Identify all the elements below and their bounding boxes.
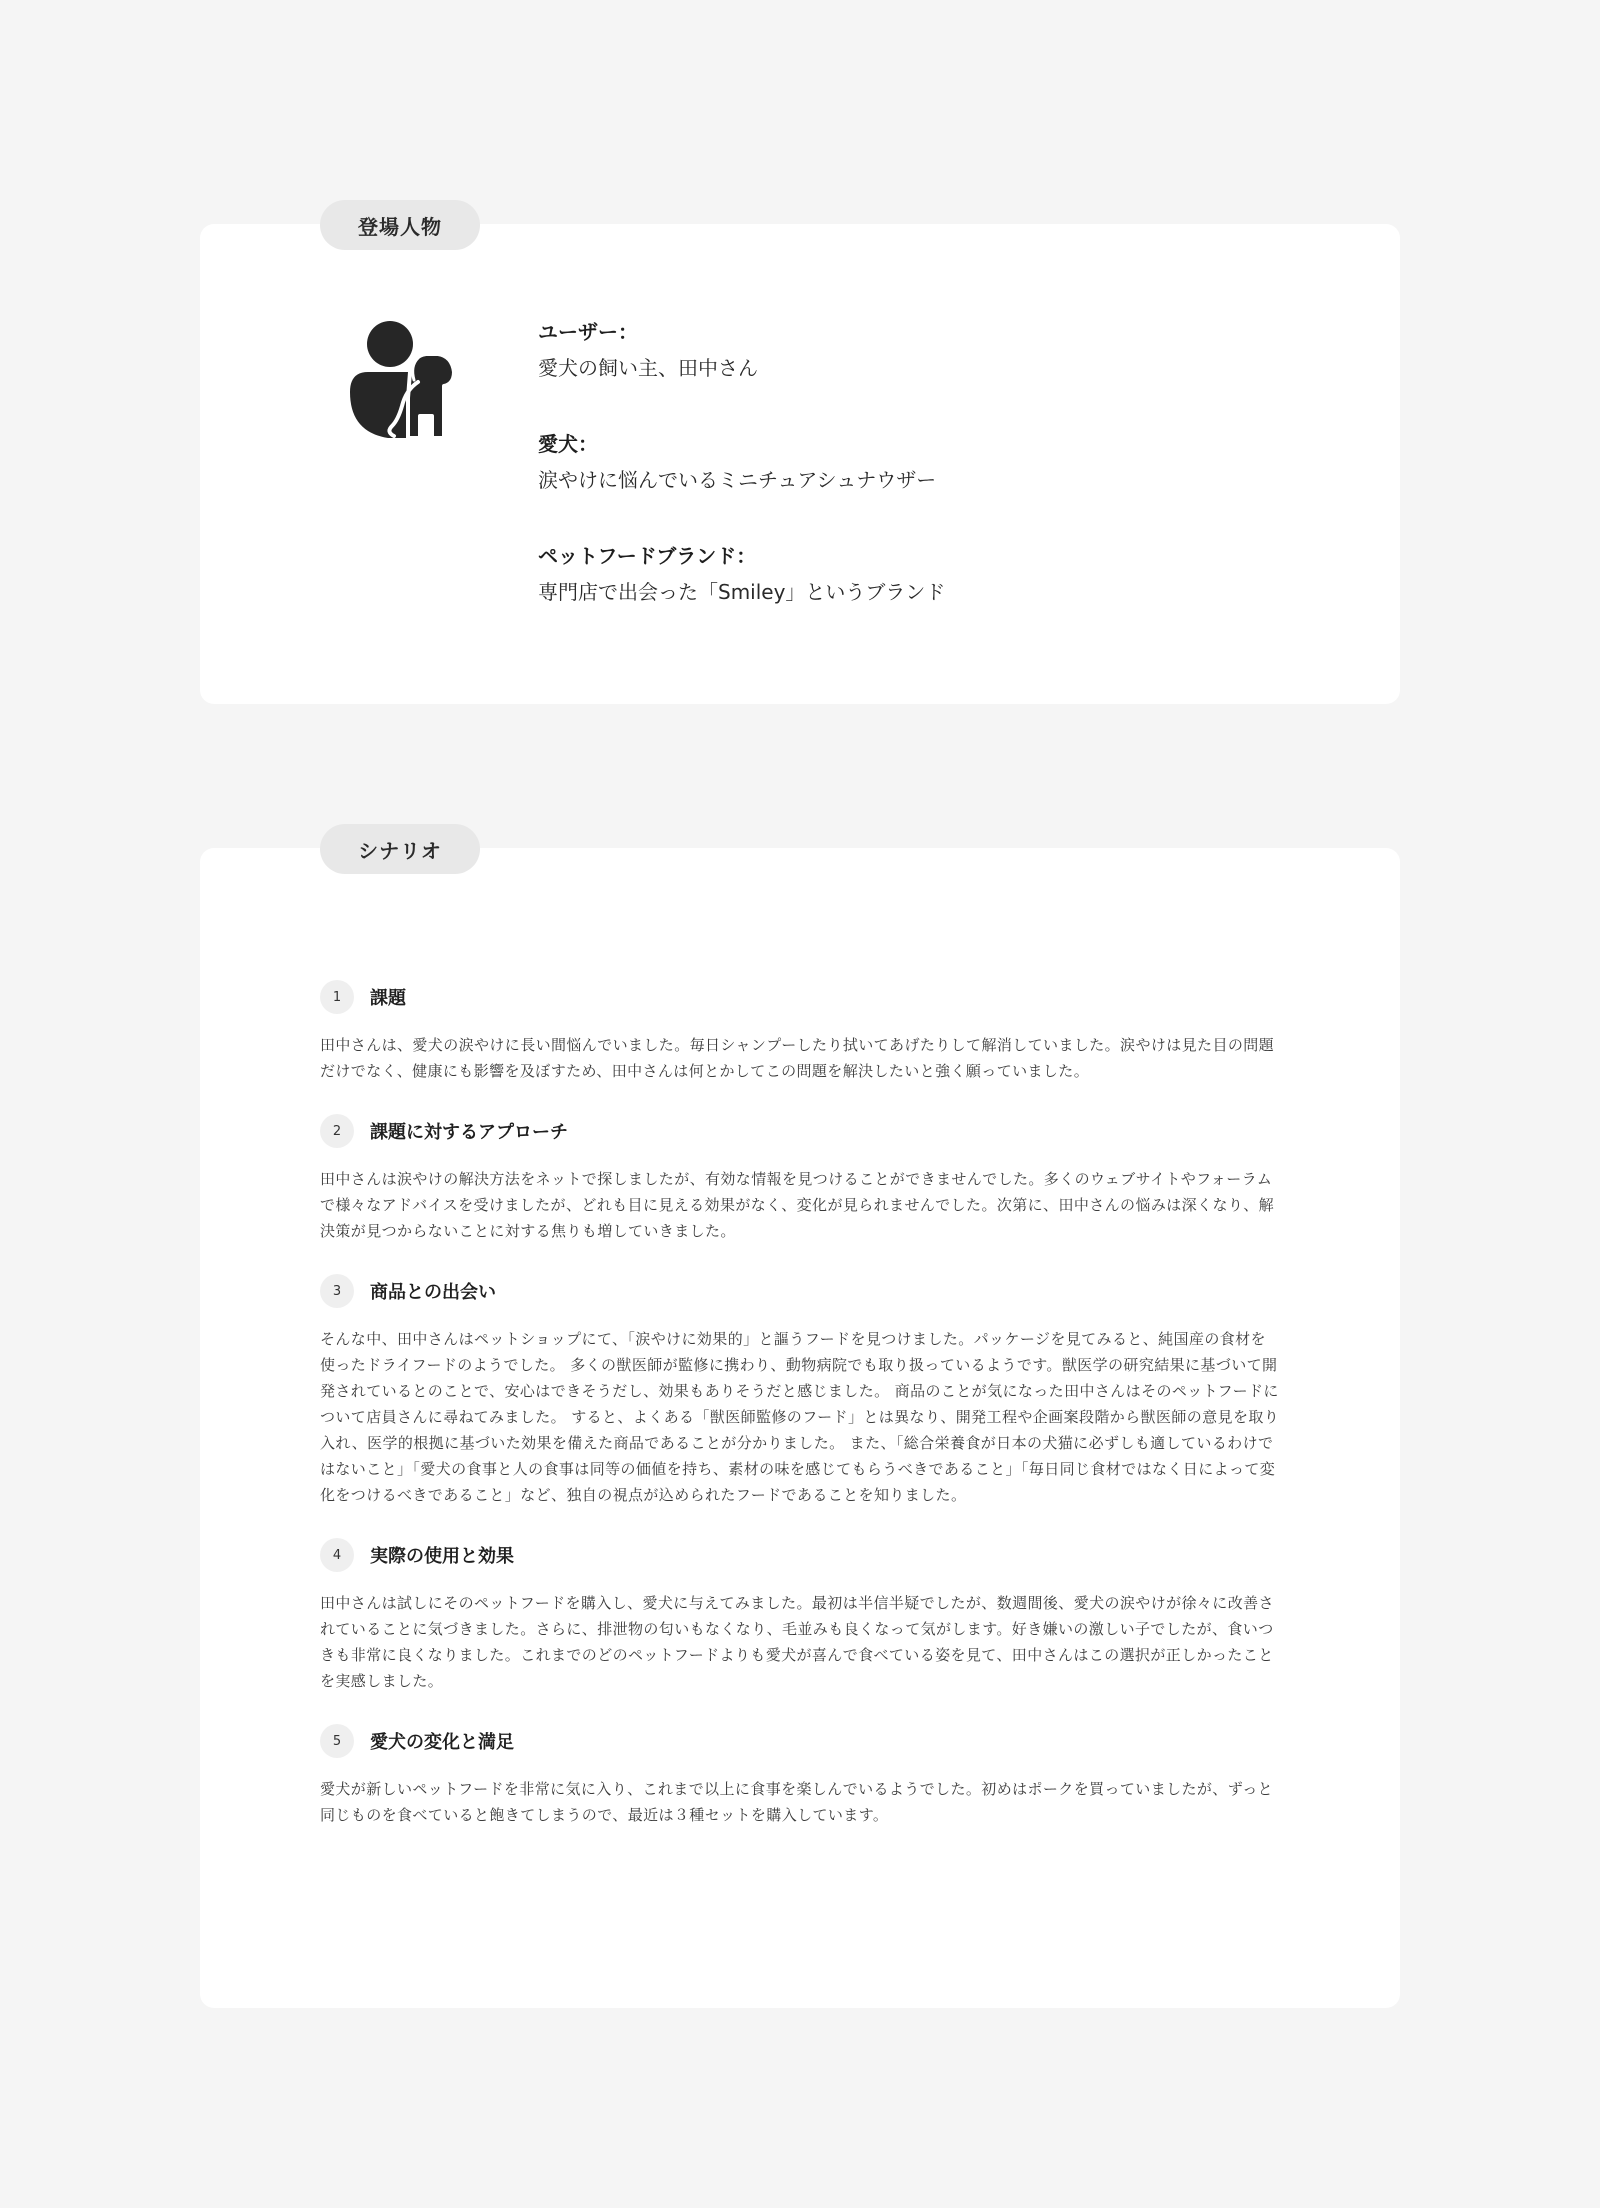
scenario-card — [200, 838, 1400, 2008]
characters-heading: 登場人物 — [320, 200, 480, 250]
step-number-badge: 4 — [320, 1538, 354, 1572]
step-body: 愛犬が新しいペットフードを非常に気に入り、これまで以上に食事を楽しんでいるようでした。初めはポークを買っていましたが、ずっと同じものを食べていると飽きてしまうので、最近は３種セットを購入しています。 — [320, 1780, 1274, 1824]
step-number-badge: 3 — [320, 1274, 354, 1308]
step-header — [320, 980, 1280, 1014]
step-title: 課題に対するアプローチ — [370, 1122, 568, 1143]
step-number-badge: 5 — [320, 1724, 354, 1758]
scenario-step — [320, 1274, 1280, 1508]
step-number-badge: 2 — [320, 1114, 354, 1148]
scenario-step — [320, 1538, 1280, 1694]
step-header — [320, 1724, 1280, 1758]
step-title: 商品との出会い — [370, 1282, 496, 1303]
step-body: そんな中、田中さんはペットショップにて、「涙やけに効果的」と謳うフードを見つけました。パッケージを見てみると、純国産の食材を使ったドライフードのようでした。 多くの獣医師が監修に携わり、動物病院でも取り扱っているようです。獣医学の研究結果に基づいて開発されているとのことで、安心はできそうだし、効果もありそうだと感じました。 商品のことが気になった田中さんはそのペットフードについて店員さんに尋ねてみました。 すると、よくある「獣医師監修のフード」とは異なり、開発工程や企画案段階から獣医師の意見を取り入れ、医学的根拠に基づいた効果を備えた商品であることが分かりました。 また、「総合栄養食が日本の犬猫に必ずしも適しているわけではないこと」「愛犬の食事と人の食事は同等の価値を持ち、素材の味を感じてもらうべきであること」「毎日同じ食材ではなく日によって変化をつけるべきであること」など、独自の視点が込められたフードであることを知りました。 — [320, 1330, 1280, 1504]
character-list — [538, 316, 1298, 652]
scenario-step — [320, 1724, 1280, 1828]
scenario-step — [320, 980, 1280, 1084]
scenario-step — [320, 1114, 1280, 1244]
step-body: 田中さんは涙やけの解決方法をネットで探しましたが、有効な情報を見つけることができませんでした。多くのウェブサイトやフォーラムで様々なアドバイスを受けましたが、どれも目に見える効果がなく、変化が見られませんでした。次第に、田中さんの悩みは深くなり、解決策が見つからないことに対する焦りも増していきました。 — [320, 1170, 1275, 1240]
step-body: 田中さんは、愛犬の涙やけに長い間悩んでいました。毎日シャンプーしたり拭いてあげたりして解消していました。涙やけは見た目の問題だけでなく、健康にも影響を及ぼすため、田中さんは何とかしてこの問題を解決したいと強く願っていました。 — [320, 1036, 1275, 1080]
step-title: 愛犬の変化と満足 — [370, 1732, 514, 1753]
character-dog — [538, 428, 1298, 500]
step-body: 田中さんは試しにそのペットフードを購入し、愛犬に与えてみました。最初は半信半疑でしたが、数週間後、愛犬の涙やけが徐々に改善されていることに気づきました。さらに、排泄物の匂いもなくなり、毛並みも良くなって気がします。好き嫌いの激しい子でしたが、食いつきも非常に良くなりました。これまでのどのペットフードよりも愛犬が喜んで食べている姿を見て、田中さんはこの選択が正しかったことを実感しました。 — [320, 1594, 1274, 1690]
scenario-heading: シナリオ — [320, 824, 480, 874]
character-brand — [538, 540, 1298, 612]
character-desc: 愛犬の飼い主、田中さん — [538, 356, 758, 380]
step-number-badge: 1 — [320, 980, 354, 1014]
step-title: 課題 — [370, 988, 406, 1009]
character-role: 愛犬： — [538, 432, 598, 456]
step-title: 実際の使用と効果 — [370, 1546, 514, 1567]
step-header — [320, 1114, 1280, 1148]
characters-card — [200, 214, 1400, 704]
scenario-steps — [320, 980, 1280, 1858]
character-role: ペットフードブランド： — [538, 544, 757, 568]
person-with-dog-icon — [348, 320, 458, 442]
character-role: ユーザー： — [538, 320, 638, 344]
character-desc: 専門店で出会った「Smiley」というブランド — [538, 580, 946, 604]
step-header — [320, 1274, 1280, 1308]
character-desc: 涙やけに悩んでいるミニチュアシュナウザー — [538, 468, 937, 492]
character-user — [538, 316, 1298, 388]
step-header — [320, 1538, 1280, 1572]
